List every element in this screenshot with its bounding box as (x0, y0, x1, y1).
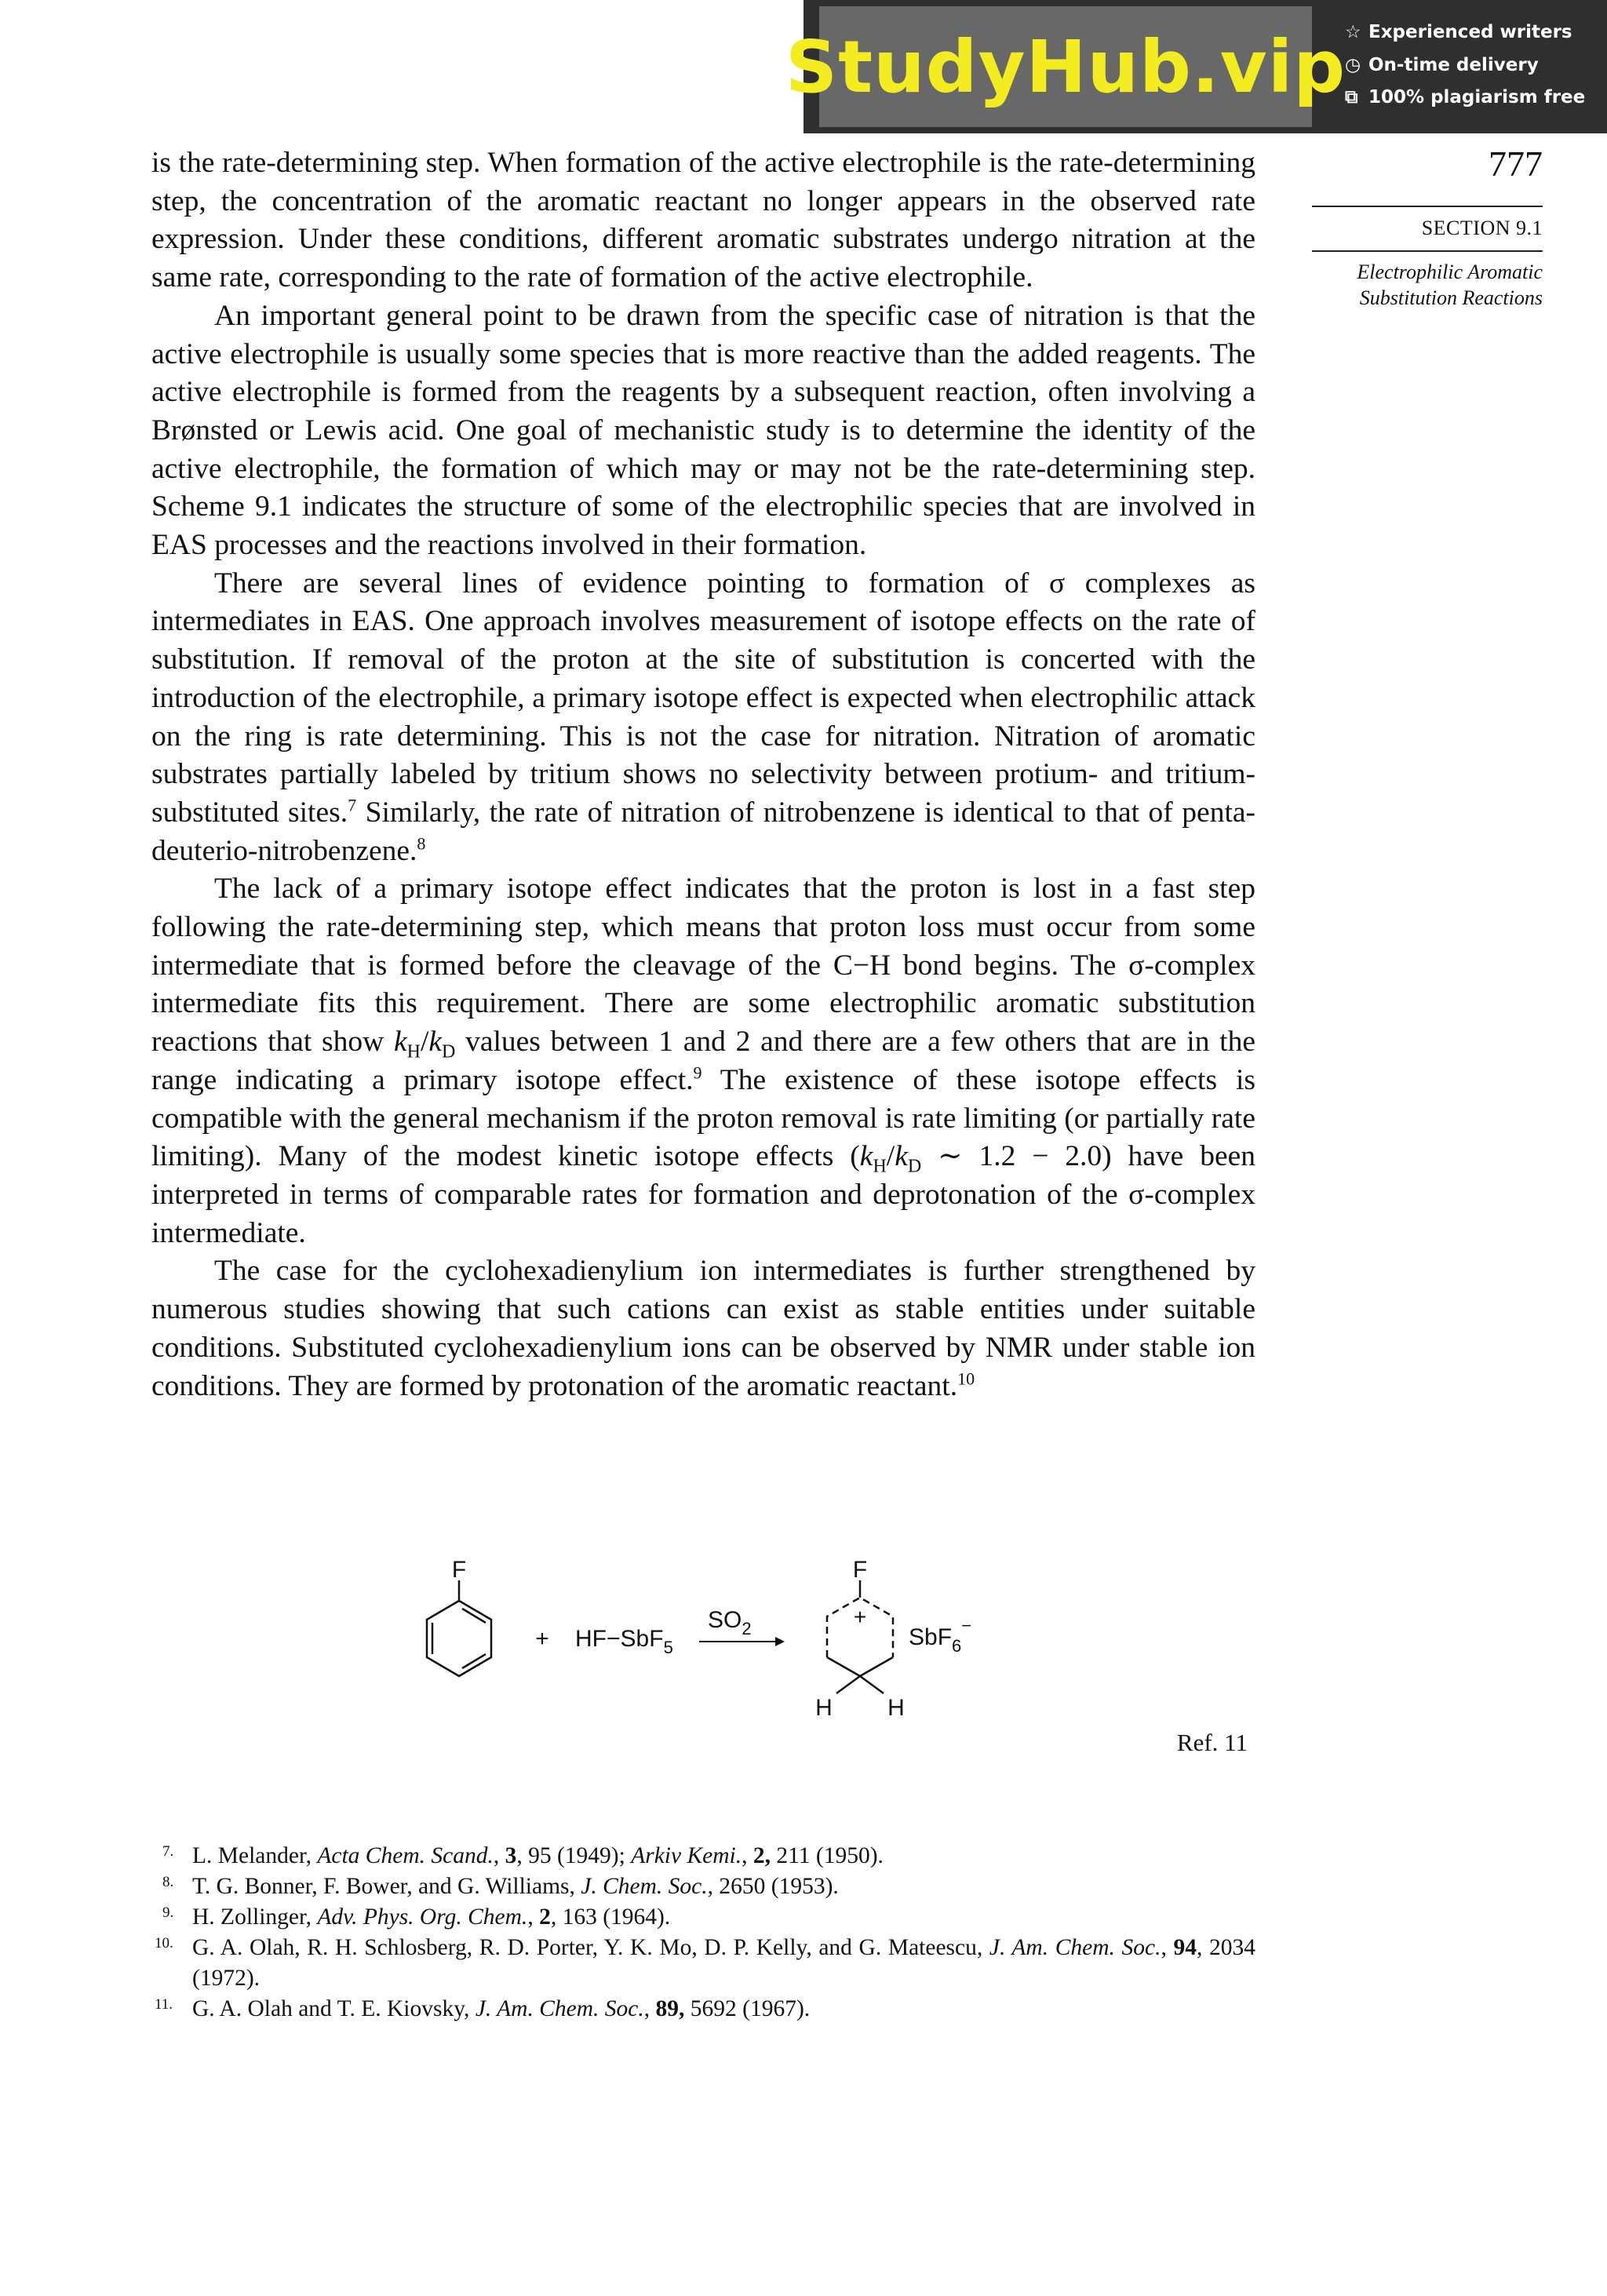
footnote-text: 89, (655, 1996, 685, 2021)
hydrogen-label: H (887, 1695, 905, 1718)
footnote-text: L. Melander, (192, 1843, 318, 1868)
footnote-text: , (493, 1843, 505, 1868)
studyhub-logo[interactable] (785, 6, 1346, 127)
section-title-line: Electrophilic Aromatic (1357, 261, 1543, 283)
footnote-text: , 2650 (1953). (707, 1874, 839, 1899)
subscript-d: D (442, 1041, 456, 1062)
footnote-text: 3 (505, 1843, 517, 1868)
k-symbol: k (428, 1026, 443, 1059)
c-h-bond (836, 1676, 860, 1693)
footnote-text: 2, (752, 1843, 771, 1868)
reagent-hf-sbf5 (575, 1626, 673, 1657)
paragraph-4 (151, 870, 1255, 1252)
reaction-scheme (392, 1546, 1020, 1718)
footnote-text: J. Am. Chem. Soc. (989, 1935, 1161, 1960)
footnote-text: 211 (1950). (770, 1843, 884, 1868)
footnote-9 (151, 1902, 1255, 1933)
logo-text: StudyHub.vip (785, 24, 1346, 109)
clock-icon: ◷ (1345, 55, 1361, 75)
footnote-text: , 2034 (1972). (192, 1935, 1256, 1991)
footnote-text: Acta Chem. Scand. (317, 1843, 494, 1868)
footnote-number: 9. (162, 1904, 174, 1921)
copy-icon: ⧉ (1345, 87, 1358, 108)
paragraph-1: is the rate-determining step. When formation of the active electrophile is the rate-determining step, the concentration of the aromatic reactant no longer appears in the observed rate expression. Under these conditions, different aromatic substrates undergo nitration at the same rate, corresponding to the rate of formation of the active electrophile. (151, 147, 1255, 294)
solvent-label (708, 1607, 752, 1638)
reagent-hf: HF (575, 1626, 607, 1652)
footnote-text: 94 (1173, 1935, 1197, 1960)
k-symbol: k (859, 1140, 873, 1173)
footnote-text: , 163 (1964). (550, 1904, 671, 1930)
ring-bond (860, 1657, 893, 1676)
star-icon: ☆ (1345, 22, 1361, 42)
subscript-h: H (406, 1041, 421, 1062)
scheme-reference: Ref. 11 (1176, 1729, 1248, 1756)
footnote-ref-9[interactable]: 9 (693, 1062, 702, 1083)
footnote-number: 7. (162, 1843, 174, 1860)
footnote-7 (151, 1841, 1255, 1871)
subscript-2: 2 (742, 1619, 752, 1638)
footnote-ref-7[interactable]: 7 (348, 795, 357, 815)
paragraph-2: An important general point to be drawn from the specific case of nitration is that the active electrophile is usually some species that is more reactive than the added reagents. The active electrophile is formed from the reagents by a subsequent reaction, often involving a Brønsted or Lewis acid. One goal of mechanistic study is to determine the identity of the active electrophile, the formation of which may or may not be the rate-determining step. Scheme 9.1 indicates the structure of some of the electrophilic species that are involved in EAS processes and the reactions involved in their formation. (151, 299, 1255, 562)
body-text (151, 144, 1255, 1405)
footnote-text: G. A. Olah and T. E. Kiovsky, (192, 1996, 476, 2021)
footnote-10 (151, 1933, 1255, 1994)
footnote-text: J. Chem. Soc. (581, 1874, 708, 1899)
section-title (1312, 259, 1543, 311)
feature-experienced-writers (1345, 22, 1604, 42)
double-bond (462, 1609, 486, 1623)
sbf-text: SbF (909, 1624, 953, 1650)
footnotes (151, 1841, 1255, 2024)
footnote-text: G. A. Olah, R. H. Schlosberg, R. D. Porter, Y. K. Mo, D. P. Kelly, and G. Mateescu, (192, 1935, 989, 1960)
footnote-number: 11. (155, 1996, 173, 2013)
side-rule-bottom (1312, 250, 1543, 252)
footnote-ref-10[interactable]: 10 (957, 1368, 975, 1388)
subscript-5: 5 (663, 1638, 673, 1657)
paragraph-5 (151, 1252, 1255, 1405)
fluorobenzene-structure (427, 1580, 491, 1676)
side-rule-top (1312, 206, 1543, 207)
footnote-text: , (742, 1843, 753, 1868)
feature-label: Experienced writers (1368, 22, 1572, 42)
cyclohexadienylium-structure (827, 1580, 893, 1693)
footnote-text: , 95 (1949); (516, 1843, 632, 1868)
negative-charge: − (961, 1616, 972, 1635)
feature-label: 100% plagiarism free (1368, 87, 1586, 108)
footnote-text: Adv. Phys. Org. Chem. (317, 1904, 528, 1930)
double-bond (462, 1654, 486, 1668)
fluorine-label: F (852, 1557, 868, 1583)
text-run: The lack of a primary isotope effect indicates that the proton is lost in a fast step following the rate-determining step, which means that proton loss must occur from some intermediate that is formed before the cleavage of the C−H bond begins. The σ-complex intermediate fits this requirement. There are some electrophilic aromatic substitution reactions that show (151, 873, 1255, 1059)
feature-on-time-delivery (1345, 55, 1604, 75)
footnote-8 (151, 1871, 1255, 1902)
paragraph-3 (151, 565, 1255, 871)
footnote-number: 10. (155, 1935, 173, 1952)
subscript-d: D (907, 1156, 922, 1177)
footnote-text: 5692 (1967). (684, 1996, 811, 2021)
subscript-6: 6 (952, 1636, 962, 1656)
footnote-text: Arkiv Kemi. (631, 1843, 742, 1868)
text-run: The existence of these isotope effects is compatible with the general mechanism if the proton removal is rate limiting (or partially rate limiting). Many of the modest kinetic isotope effects ( (151, 1063, 1255, 1173)
footnote-text: , (1161, 1935, 1174, 1960)
text-run: Similarly, the rate of nitration of nitrobenzene is identical to that of penta-deuterio-nitrobenzene. (151, 796, 1255, 867)
footnote-text: T. G. Bonner, F. Bower, and G. Williams, (192, 1874, 581, 1899)
footnote-number: 8. (162, 1874, 174, 1890)
counterion-label (909, 1616, 971, 1656)
text-run: There are several lines of evidence pointing to formation of σ complexes as intermediates in EAS. One approach involves measurement of isotope effects on the rate of substitution. If removal of the proton at the site of substitution is concerted with the introduction of the electrophile, a primary isotope effect is expected when electrophilic attack on the ring is rate determining. This is not the case for nitration. Nitration of aromatic substrates partially labeled by tritium shows no selectivity between protium- and tritium-substituted sites. (151, 567, 1255, 829)
footnote-text: , (643, 1996, 656, 2021)
page-number: 777 (1489, 144, 1543, 184)
k-symbol: k (393, 1026, 407, 1059)
slash: / (886, 1140, 895, 1173)
reagent-sbf: SbF (620, 1626, 664, 1652)
ring-bond (827, 1657, 860, 1676)
slash: / (420, 1026, 429, 1059)
footnote-text: J. Am. Chem. Soc. (475, 1996, 644, 2021)
footnote-ref-8[interactable]: 8 (417, 833, 426, 854)
fluorine-label: F (451, 1557, 467, 1583)
text-run: The case for the cyclohexadienylium ion intermediates is further strengthened by numerous studies showing that such cations can exist as stable entities under suitable conditions. Substituted cyclohexadienylium ions can be observed by NMR under stable ion conditions. They are formed by protonation of the aromatic reactant. (151, 1255, 1255, 1402)
hydrogen-label: H (815, 1695, 833, 1718)
text-run: ∼ 1.2 − 2.0) have been interpreted in terms of comparable rates for formation and deprotonation of the σ-complex intermediate. (151, 1140, 1256, 1249)
feature-label: On-time delivery (1368, 55, 1539, 75)
footnote-text: 2 (539, 1904, 551, 1930)
text-run: values between 1 and 2 and there are a few others that are in the range indicating a primary isotope effect. (151, 1026, 1255, 1096)
so-text: SO (708, 1607, 742, 1633)
c-h-bond (860, 1676, 884, 1693)
feature-plagiarism-free (1345, 87, 1604, 108)
footnote-text: , (527, 1904, 540, 1930)
section-label: SECTION 9.1 (1421, 217, 1543, 239)
subscript-h: H (873, 1156, 887, 1177)
footnote-11 (151, 1994, 1255, 2024)
section-title-line: Substitution Reactions (1359, 286, 1543, 309)
plus-sign: + (535, 1626, 549, 1652)
k-symbol: k (895, 1140, 908, 1173)
footnote-text: H. Zollinger, (192, 1904, 318, 1930)
positive-charge: + (853, 1605, 867, 1629)
bond-dash: − (607, 1626, 621, 1652)
promo-banner[interactable] (785, 0, 1607, 133)
benzene-ring (427, 1601, 491, 1676)
